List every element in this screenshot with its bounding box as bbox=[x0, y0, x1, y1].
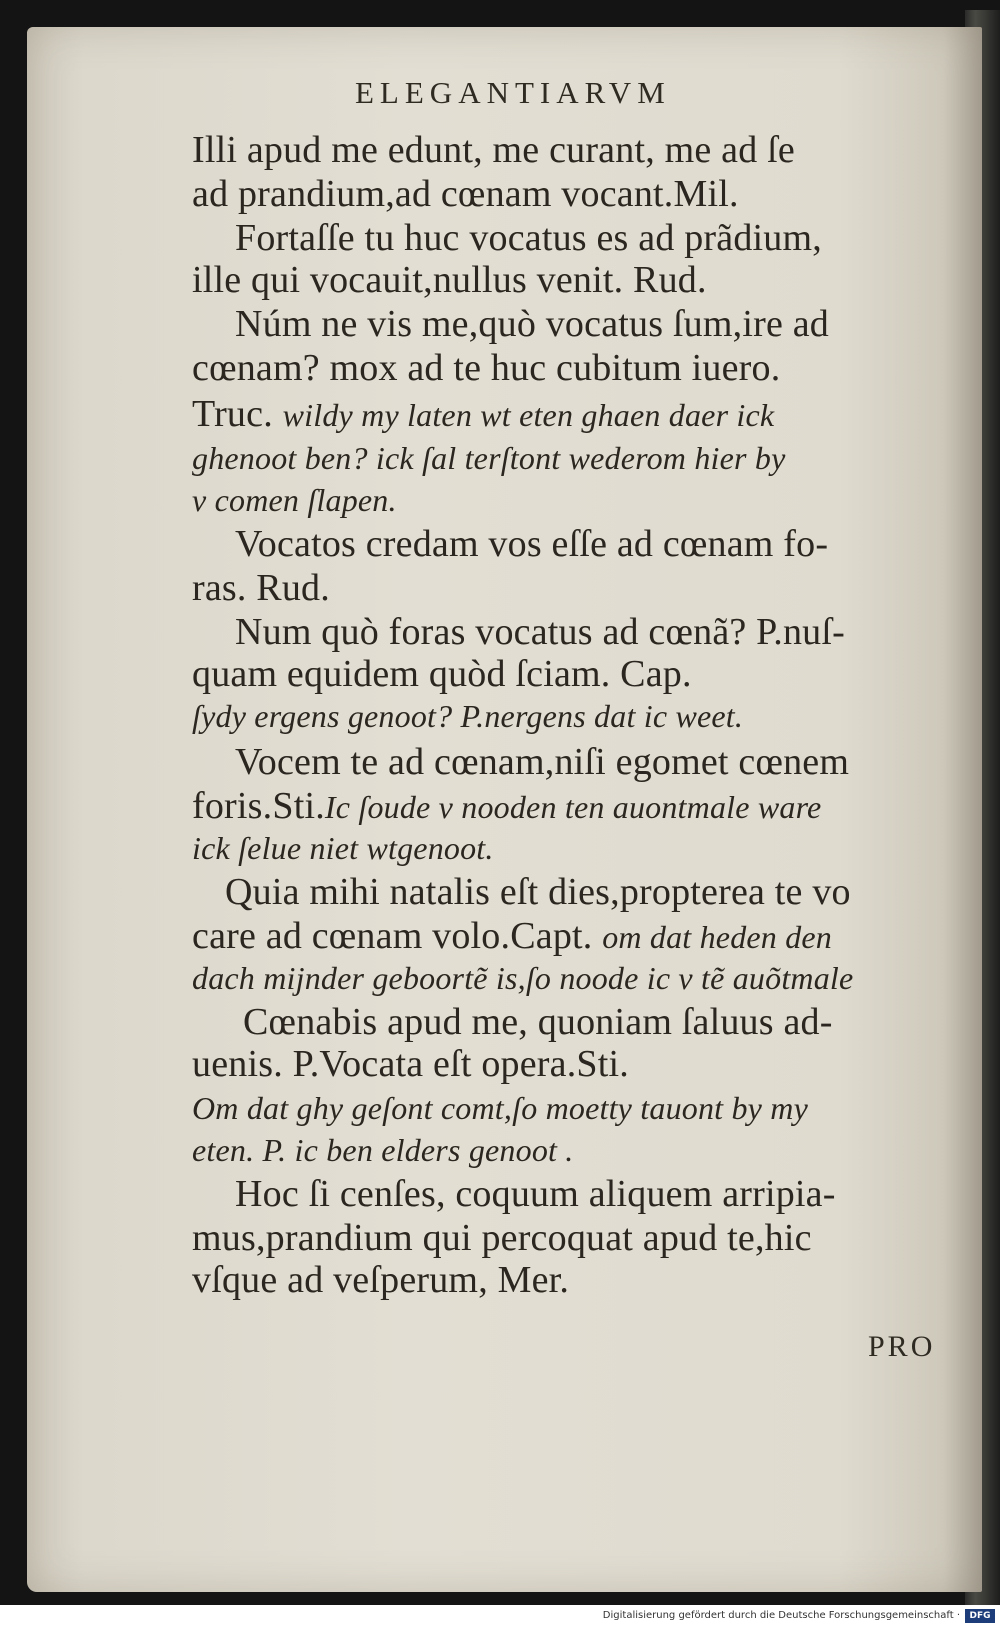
text-line bbox=[192, 652, 692, 697]
text-line bbox=[192, 436, 785, 480]
text-line bbox=[192, 784, 821, 829]
roman-text: vſque ad veſperum, Mer. bbox=[192, 1259, 570, 1301]
text-line bbox=[235, 216, 822, 261]
roman-text: ras. Rud. bbox=[192, 567, 330, 609]
running-head: ELEGANTIARVM bbox=[355, 75, 671, 110]
text-line bbox=[192, 478, 397, 522]
italic-text: wildy my laten wt eten ghaen daer ick bbox=[282, 397, 775, 433]
italic-text: dach mijnder geboortẽ is,ſo noode ic v tẽ auõtmale bbox=[192, 960, 854, 996]
roman-text: Vocatos credam vos eſſe ad cœnam fo- bbox=[235, 523, 829, 565]
italic-text: Ic ſoude v nooden ten auontmale ware bbox=[324, 789, 822, 825]
catchword: PRO bbox=[868, 1330, 936, 1363]
text-line bbox=[192, 172, 739, 217]
roman-text: mus,prandium qui percoquat apud te,hic bbox=[192, 1217, 812, 1259]
text-line bbox=[192, 392, 774, 437]
roman-text: quam equidem quòd ſciam. Cap. bbox=[192, 653, 692, 695]
italic-text: eten. P. ic ben elders genoot . bbox=[192, 1132, 574, 1168]
roman-text: foris.Sti. bbox=[192, 785, 325, 827]
roman-text: Illi apud me edunt, me curant, me ad ſe bbox=[192, 129, 795, 171]
text-line bbox=[192, 826, 494, 870]
roman-text: Cœnabis apud me, quoniam ſaluus ad- bbox=[243, 1001, 833, 1043]
roman-text: Fortaſſe tu huc vocatus es ad prãdium, bbox=[235, 217, 822, 259]
text-line bbox=[235, 302, 829, 347]
roman-text: Num quò foras vocatus ad cœnã? P.nuſ- bbox=[235, 611, 845, 653]
italic-text: ſydy ergens genoot? P.nergens dat ic weet. bbox=[192, 698, 744, 734]
text-line bbox=[192, 1216, 812, 1261]
text-line bbox=[192, 956, 853, 1000]
roman-text: care ad cœnam volo.Capt. bbox=[192, 915, 603, 957]
dfg-logo: DFG bbox=[965, 1609, 995, 1623]
text-line bbox=[192, 1128, 574, 1172]
roman-text: Truc. bbox=[192, 393, 283, 435]
roman-text: ad prandium,ad cœnam vocant.Mil. bbox=[192, 173, 739, 215]
digitization-footer bbox=[0, 1605, 1000, 1628]
italic-text: om dat heden den bbox=[602, 919, 832, 955]
roman-text: cœnam? mox ad te huc cubitum iuero. bbox=[192, 347, 781, 389]
roman-text: uenis. P.Vocata eſt opera.Sti. bbox=[192, 1043, 629, 1085]
text-line bbox=[192, 566, 330, 611]
italic-text: Om dat ghy geſont comt,ſo moetty tauont by my bbox=[192, 1090, 808, 1126]
italic-text: ick ſelue niet wtgenoot. bbox=[192, 830, 494, 866]
text-line bbox=[192, 914, 832, 959]
italic-text: v comen ſlapen. bbox=[192, 482, 397, 518]
roman-text: Quia mihi natalis eſt dies,propterea te vo bbox=[225, 871, 851, 913]
text-line bbox=[243, 1000, 833, 1045]
text-line bbox=[235, 1172, 836, 1217]
text-line bbox=[192, 1086, 808, 1130]
footer-credit: Digitalisierung gefördert durch die Deutsche Forschungsgemeinschaft · bbox=[602, 1610, 960, 1621]
roman-text: ille qui vocauit,nullus venit. Rud. bbox=[192, 259, 707, 301]
text-line bbox=[192, 258, 707, 303]
text-line bbox=[225, 870, 851, 915]
text-line bbox=[192, 1042, 629, 1087]
text-line bbox=[192, 346, 780, 391]
text-line bbox=[235, 522, 828, 567]
text-line bbox=[235, 740, 849, 785]
text-line bbox=[192, 694, 743, 738]
italic-text: ghenoot ben? ick ſal terſtont wederom hier by bbox=[192, 440, 786, 476]
roman-text: Vocem te ad cœnam,niſi egomet cœnem bbox=[235, 741, 850, 783]
text-line bbox=[192, 128, 795, 173]
text-line bbox=[235, 610, 845, 655]
roman-text: Hoc ſi cenſes, coquum aliquem arripia- bbox=[235, 1173, 836, 1215]
roman-text: Núm ne vis me,quò vocatus ſum,ire ad bbox=[235, 303, 829, 345]
text-line bbox=[192, 1258, 569, 1303]
